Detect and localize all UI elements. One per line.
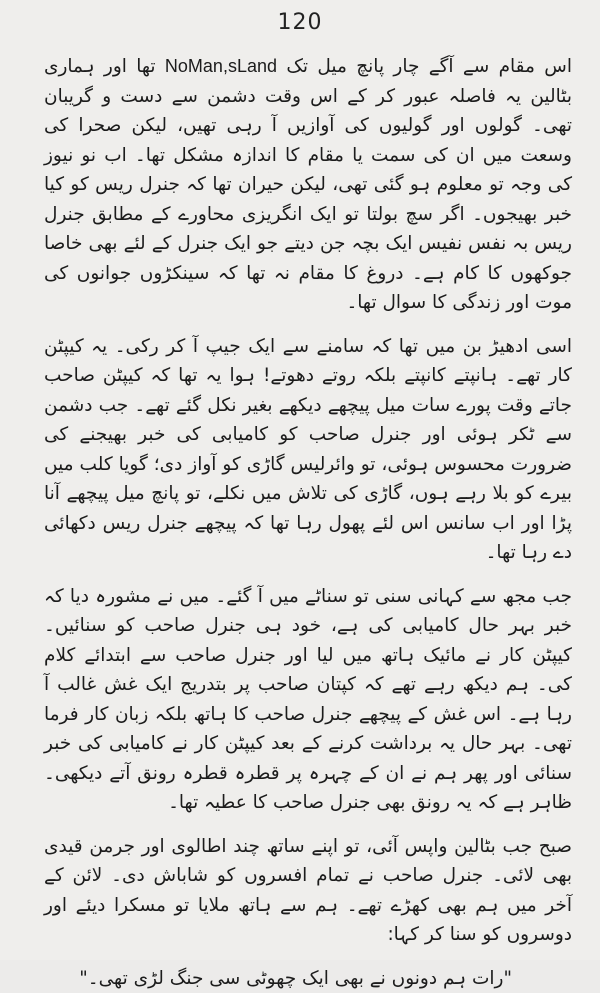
page-body [44, 52, 572, 952]
paragraph-2: اسی ادھیڑ بن میں تھا کہ سامنے سے ایک جیپ آ کر رکی۔ یہ کیپٹن کار تھے۔ ہانپتے کانپتے بلکہ روتے دھوتے! ہوا یہ تھا کہ کیپٹن صاحب جاتے وقت پورے سات میل پیچھے دیکھے بغیر نکل گئے تھے۔ جب دشمن سے ٹکر ہوئی اور جنرل صاحب کو کامیابی کی خبر بھیجنے کی ضرورت محسوس ہوئی، تو وائرلیس گاڑی کو آواز دی؛ گویا کلب میں بیرے کو بلا رہے ہوں، گاڑی کی تلاش میں نکلے، تو پانچ میل پیچھے آنا پڑا اور اب سانس اس لئے پھول رہا تھا کہ پیچھے جنرل ریس دکھائی دے رہا تھا۔ [44, 332, 572, 568]
page-number: 120 [0, 10, 600, 35]
paragraph-1-text-end: تھا اور ہماری بٹالین یہ فاصلہ عبور کر کے اس وقت دشمن سے دست و گریبان تھی۔ گولوں اور گولیوں کی آوازیں آ رہی تھیں، لیکن صحرا کی وسعت میں ان کی سمت یا مقام کا اندازہ مشکل تھا۔ اب نو نیوز کی وجہ تو معلوم ہو گئی تھی، لیکن حیران تھا کہ جنرل ریس کو کیا خبر بھیجوں۔ اگر سچ بولتا تو ایک انگریزی محاورے کے مطابق جنرل ریس بہ نفس نفیس ایک بچہ جن دیتے جو ایک جنرل کے لئے بھی خاصا جوکھوں کا کام ہے۔ دروغ کا مقام نہ تھا کہ سینکڑوں جوانوں کی موت اور زندگی کا سوال تھا۔ [44, 56, 572, 313]
paragraph-1-text-start: اس مقام سے آگے چار پانچ میل تک [277, 56, 572, 77]
paragraph-1 [44, 52, 572, 318]
paragraph-3: جب مجھ سے کہانی سنی تو سناٹے میں آ گئے۔ میں نے مشورہ دیا کہ خبر بہر حال کامیابی کی ہے، خود ہی جنرل صاحب کو سنائیں۔ کیپٹن کار نے مائیک ہاتھ میں لیا اور جنرل صاحب سے ابتدائے کلام کی۔ ہم دیکھ رہے تھے کہ کپتان صاحب پر بتدریج ایک غش غالب آ رہا ہے۔ اس غش کے پیچھے جنرل صاحب کا ہاتھ بلکہ زبان کار فرما تھی۔ بہر حال یہ برداشت کرنے کے بعد کیپٹن کار نے کامیابی کی خبر سنائی اور پھر ہم نے ان کے چہرہ پر قطرہ قطرہ رونق آتے دیکھی۔ ظاہر ہے کہ یہ رونق بھی جنرل صاحب کا عطیہ تھا۔ [44, 582, 572, 818]
no-mans-land-term: NoMan,sLand [165, 56, 277, 76]
paragraph-4: صبح جب بٹالین واپس آئی، تو اپنے ساتھ چند اطالوی اور جرمن قیدی بھی لائی۔ جنرل صاحب نے تمام افسروں کو شاباش دی۔ لائن کے آخر میں ہم بھی کھڑے تھے۔ ہم سے ہاتھ ملایا تو مسکرا دیئے اور دوسروں کو سنا کر کہا: [44, 832, 572, 950]
quoted-line: "رات ہم دونوں نے بھی ایک چھوٹی سی جنگ لڑی تھی۔" [44, 964, 512, 993]
